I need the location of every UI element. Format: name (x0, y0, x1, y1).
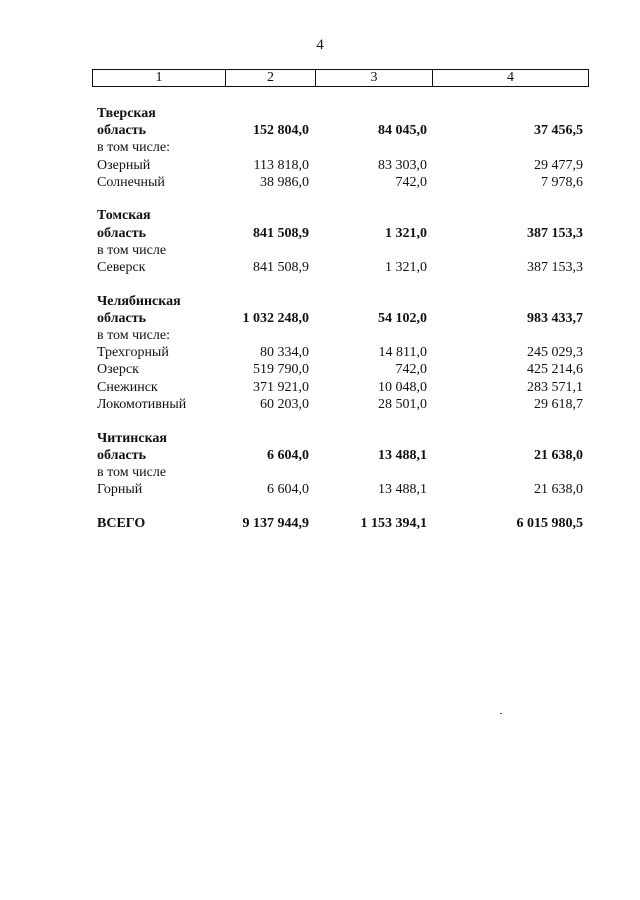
sub-label: в том числе (97, 464, 167, 480)
region-label: область (97, 225, 146, 241)
region-title: Читинская (97, 430, 167, 446)
spacer (97, 413, 589, 430)
region-total-row (97, 122, 589, 139)
value-col-2: 6 604,0 (267, 447, 309, 463)
stray-mark (500, 713, 502, 714)
value-col-3: 10 048,0 (378, 379, 427, 395)
value-col-4: 387 153,3 (527, 260, 583, 275)
region-label: область (97, 123, 146, 139)
table-row (97, 259, 589, 276)
value-col-3: 83 303,0 (378, 157, 427, 173)
grand-total-label: ВСЕГО (97, 515, 146, 531)
value-col-2: 113 818,0 (253, 157, 309, 173)
value-col-4: 7 978,6 (541, 174, 583, 190)
city-name: Солнечный (97, 174, 165, 190)
table-row (97, 157, 589, 174)
city-name: Снежинск (97, 379, 158, 395)
value-col-4: 21 638,0 (534, 482, 583, 498)
value-col-4: 245 029,3 (527, 345, 583, 361)
value-col-3: 1 321,0 (385, 260, 427, 275)
value-col-4: 6 015 980,5 (516, 515, 583, 531)
value-col-3: 54 102,0 (378, 310, 427, 326)
region-title-row (97, 430, 589, 447)
spacer (97, 498, 589, 515)
city-name: Северск (97, 260, 146, 275)
value-col-2: 152 804,0 (253, 123, 309, 139)
region-title: Тверская (97, 106, 156, 121)
value-col-3: 1 321,0 (385, 225, 427, 241)
spacer (97, 191, 589, 208)
city-name: Горный (97, 482, 143, 498)
value-col-2: 60 203,0 (260, 396, 309, 412)
value-col-3: 84 045,0 (378, 123, 427, 139)
table-row (97, 344, 589, 361)
value-col-2: 6 604,0 (267, 482, 309, 498)
value-col-2: 841 508,9 (253, 260, 309, 275)
table-row (97, 379, 589, 396)
value-col-4: 983 433,7 (527, 310, 583, 326)
table-row (97, 361, 589, 378)
sub-label-row (97, 242, 589, 259)
sub-label-row (97, 139, 589, 156)
city-name: Озерный (97, 157, 151, 173)
region-title: Челябинская (97, 293, 181, 309)
value-col-4: 29 477,9 (534, 157, 583, 173)
region-label: область (97, 447, 146, 463)
region-title-row (97, 293, 589, 310)
region-total-row (97, 310, 589, 327)
value-col-3: 28 501,0 (378, 396, 427, 412)
spacer (97, 276, 589, 293)
value-col-2: 371 921,0 (253, 379, 309, 395)
sub-label-row (97, 464, 589, 481)
table-row (97, 396, 589, 413)
value-col-2: 519 790,0 (253, 362, 309, 378)
value-col-4: 29 618,7 (534, 396, 583, 412)
value-col-3: 742,0 (395, 174, 427, 190)
value-col-3: 1 153 394,1 (360, 515, 427, 531)
value-col-2: 9 137 944,9 (242, 515, 309, 531)
sub-label: в том числе: (97, 140, 170, 156)
value-col-3: 742,0 (395, 362, 427, 378)
header-col-4: 4 (507, 70, 514, 85)
region-title-row (97, 105, 589, 122)
table-body (97, 105, 589, 532)
region-total-row (97, 447, 589, 464)
value-col-4: 21 638,0 (534, 447, 583, 463)
value-col-4: 37 456,5 (534, 123, 583, 139)
sub-label-row (97, 327, 589, 344)
region-title-row (97, 207, 589, 224)
table-row (97, 174, 589, 191)
table-header (92, 69, 589, 87)
grand-total-row (97, 515, 589, 532)
city-name: Локомотивный (97, 396, 187, 412)
header-col-1: 1 (93, 70, 226, 86)
sub-label: в том числе: (97, 328, 170, 344)
value-col-2: 38 986,0 (260, 174, 309, 190)
value-col-3: 13 488,1 (378, 447, 427, 463)
value-col-2: 80 334,0 (260, 345, 309, 361)
table-row (97, 481, 589, 498)
value-col-2: 841 508,9 (253, 225, 309, 241)
value-col-4: 283 571,1 (527, 379, 583, 395)
value-col-3: 14 811,0 (378, 345, 427, 361)
header-col-3: 3 (316, 70, 433, 86)
city-name: Трехгорный (97, 345, 169, 361)
value-col-4: 425 214,6 (527, 362, 583, 378)
sub-label: в том числе (97, 242, 167, 258)
city-name: Озерск (97, 362, 139, 378)
value-col-3: 13 488,1 (378, 482, 427, 498)
region-title: Томская (97, 208, 151, 224)
region-label: область (97, 310, 146, 326)
header-col-2: 2 (226, 70, 316, 86)
page-number: 4 (316, 37, 324, 53)
value-col-2: 1 032 248,0 (242, 310, 309, 326)
value-col-4: 387 153,3 (527, 225, 583, 241)
region-total-row (97, 225, 589, 242)
